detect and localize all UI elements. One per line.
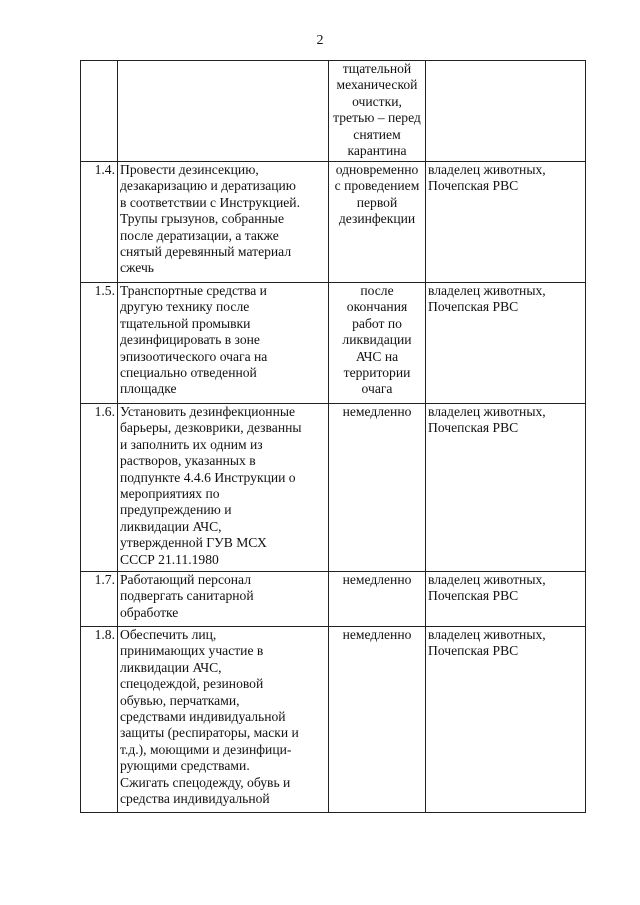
action-cell: [118, 627, 329, 813]
term-text-line: окончания: [346, 299, 408, 315]
action-text-line: после дератизации, а также: [120, 227, 279, 243]
item-number-cell: [81, 283, 118, 404]
action-text-line: рующими средствами.: [120, 758, 250, 774]
action-text-line: Провести дезинсекцию,: [120, 162, 259, 177]
term-text-line: немедленно: [342, 404, 412, 419]
responsible-text-line: владелец животных,: [428, 162, 546, 177]
action-text-line: предупреждению и: [120, 502, 232, 518]
item-number: 1.8.: [94, 627, 115, 642]
action-text-line: ликвидации АЧС,: [120, 659, 222, 675]
action-text-line: снятый деревянный материал: [120, 244, 292, 260]
action-cell: [118, 404, 329, 572]
item-number-cell: [81, 162, 118, 283]
action-text-line: спецодеждой, резиновой: [120, 676, 264, 692]
responsible-cell: [426, 572, 586, 627]
action-text-line: подвергать санитарной: [120, 588, 254, 604]
term-text-line: немедленно: [342, 627, 412, 642]
action-text-line: средства индивидуальной: [120, 791, 270, 807]
term-text-line: очистки,: [352, 93, 402, 109]
action-text-line: в соответствии с Инструкцией.: [120, 194, 300, 210]
term-text-line: работ по: [352, 315, 402, 331]
table-row: [81, 404, 586, 572]
action-text-line: эпизоотического очага на: [120, 348, 268, 364]
table-row: [81, 283, 586, 404]
action-text-line: специально отведенной: [120, 365, 257, 381]
item-number: 1.5.: [94, 283, 115, 298]
action-text-line: подпункте 4.4.6 Инструкции о: [120, 469, 296, 485]
action-text-line: Трупы грызунов, собранные: [120, 211, 284, 227]
action-text-line: и заполнить их одним из: [120, 436, 263, 452]
term-text-line: тщательной: [342, 61, 412, 76]
table-row: [81, 61, 586, 162]
responsible-text-line: Почепская РВС: [428, 178, 519, 194]
action-text-line: Сжигать спецодежду, обувь и: [120, 774, 291, 790]
responsible-text-line: Почепская РВС: [428, 643, 519, 659]
action-text-line: другую технику после: [120, 299, 250, 315]
measures-table: [80, 60, 586, 813]
table-row: [81, 627, 586, 813]
responsible-text-line: Почепская РВС: [428, 420, 519, 436]
action-text-line: площадке: [120, 381, 177, 397]
action-text-line: принимающих участие в: [120, 643, 264, 659]
action-text-line: тщательной промывки: [120, 315, 251, 331]
term-cell: [329, 61, 426, 162]
action-cell: [118, 61, 329, 162]
action-text-line: утвержденной ГУВ МСХ: [120, 535, 267, 551]
action-text-line: защиты (респираторы, маски и: [120, 725, 299, 741]
responsible-cell: [426, 404, 586, 572]
responsible-text-line: Почепская РВС: [428, 588, 519, 604]
responsible-text-line: Почепская РВС: [428, 299, 519, 315]
responsible-text-line: владелец животных,: [428, 572, 546, 587]
action-text-line: растворов, указанных в: [120, 453, 256, 469]
responsible-text-line: владелец животных,: [428, 404, 546, 419]
item-number: 1.6.: [94, 404, 115, 419]
term-text-line: дезинфекции: [338, 211, 416, 227]
term-cell: [329, 283, 426, 404]
term-text-line: после: [360, 283, 394, 298]
action-cell: [118, 572, 329, 627]
action-text-line: обувью, перчатками,: [120, 692, 240, 708]
action-text-line: т.д.), моющими и дезинфици-: [120, 741, 292, 757]
responsible-cell: [426, 627, 586, 813]
action-text-line: дезинфицировать в зоне: [120, 332, 260, 348]
responsible-text-line: владелец животных,: [428, 283, 546, 298]
term-text-line: снятием: [353, 126, 401, 142]
action-cell: [118, 283, 329, 404]
term-text-line: АЧС на: [355, 348, 399, 364]
action-text-line: СССР 21.11.1980: [120, 551, 219, 567]
term-text-line: ликвидации: [342, 332, 412, 348]
item-number-cell: [81, 404, 118, 572]
term-cell: [329, 572, 426, 627]
action-text-line: барьеры, дезковрики, дезванны: [120, 420, 302, 436]
term-text-line: третью – перед: [333, 110, 421, 126]
action-text-line: мероприятиях по: [120, 486, 220, 502]
term-text-line: механической: [336, 77, 418, 93]
term-text-line: немедленно: [342, 572, 412, 587]
term-cell: [329, 627, 426, 813]
term-cell: [329, 404, 426, 572]
term-text-line: территории: [343, 365, 411, 381]
term-cell: [329, 162, 426, 283]
item-number-cell: [81, 627, 118, 813]
action-text-line: Транспортные средства и: [120, 283, 267, 298]
responsible-cell: [426, 162, 586, 283]
term-text-line: очага: [361, 381, 393, 397]
table-row: [81, 572, 586, 627]
term-text-line: первой: [356, 194, 398, 210]
action-text-line: дезакаризацию и дератизацию: [120, 178, 296, 194]
action-text-line: Установить дезинфекционные: [120, 404, 296, 419]
action-cell: [118, 162, 329, 283]
page-number: 2: [316, 33, 324, 48]
item-number: 1.7.: [94, 572, 115, 587]
action-text-line: обработке: [120, 604, 179, 620]
action-text-line: средствами индивидуальной: [120, 709, 286, 725]
term-text-line: одновременно: [335, 162, 419, 177]
term-text-line: карантина: [347, 143, 407, 159]
term-text-line: с проведением: [334, 178, 420, 194]
responsible-text-line: владелец животных,: [428, 627, 546, 642]
responsible-cell: [426, 283, 586, 404]
item-number-cell: [81, 572, 118, 627]
action-text-line: Работающий персонал: [120, 572, 251, 587]
item-number: 1.4.: [94, 162, 115, 177]
table-row: [81, 162, 586, 283]
action-text-line: сжечь: [120, 260, 154, 276]
responsible-cell: [426, 61, 586, 162]
item-number-cell: [81, 61, 118, 162]
action-text-line: ликвидации АЧС,: [120, 518, 222, 534]
action-text-line: Обеспечить лиц,: [120, 627, 217, 642]
